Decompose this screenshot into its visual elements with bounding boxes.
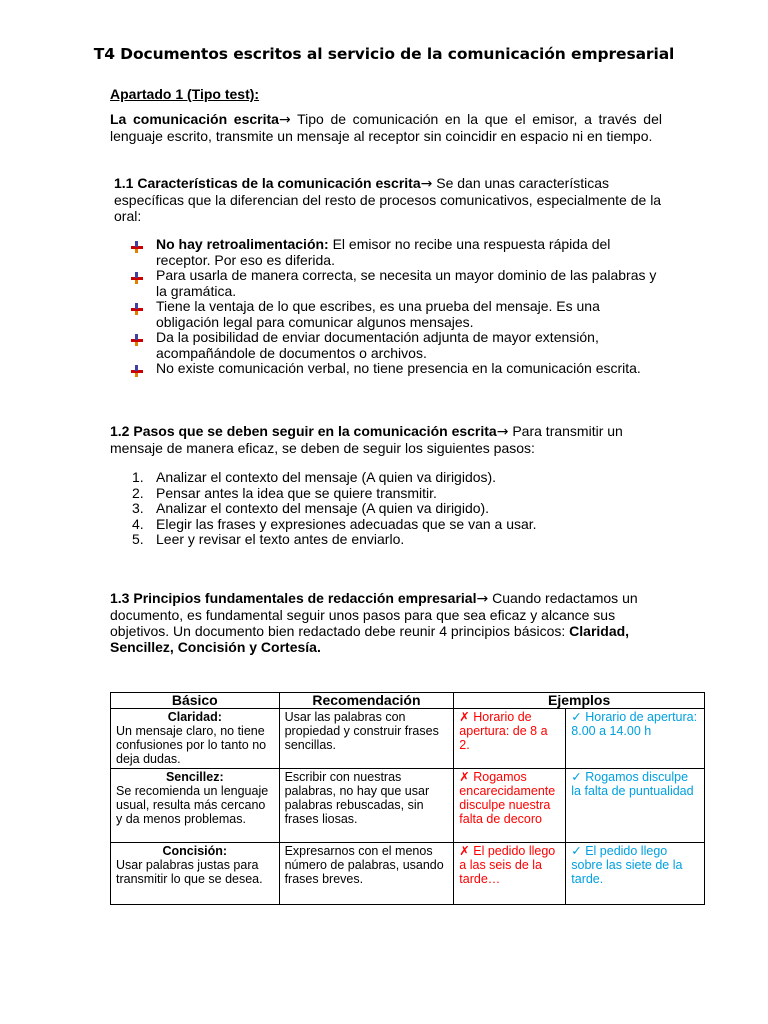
section-1-1-heading: 1.1 Características de la comunicación escrita: [114, 175, 421, 191]
cell-good-example: ✓ Rogamos disculpe la falta de puntualidad: [566, 769, 705, 843]
principle-name: Sencillez:: [165, 770, 224, 784]
cell-bad-example: ✗ Horario de apertura: de 8 a 2.: [454, 709, 566, 769]
apartado-heading: Apartado 1 (Tipo test):: [110, 86, 260, 102]
list-item: [130, 268, 660, 299]
step-text: Analizar el contexto del mensaje (A quien va dirigidos).: [156, 469, 497, 485]
cell-good-example: ✓ Horario de apertura: 8.00 a 14.00 h: [566, 709, 705, 769]
bullet-bold: No hay retroalimentación:: [156, 236, 329, 252]
cell-recomendacion: Expresarnos con el menos número de palabras, usando frases breves.: [279, 843, 454, 905]
arrow-icon: →: [420, 176, 433, 192]
bullet-pin-icon: [130, 364, 144, 378]
bullet-pin-icon: [130, 302, 144, 316]
step-number: 2.: [132, 484, 144, 501]
step-text: Analizar el contexto del mensaje (A quien va dirigido).: [156, 500, 490, 516]
step-number: 3.: [132, 500, 144, 516]
section-1-2-text: Para transmitir un mensaje de manera eficaz, se deben de seguir los siguientes pasos:: [110, 423, 623, 456]
intro-paragraph: [110, 111, 662, 144]
step-number: 4.: [132, 515, 144, 532]
arrow-icon: →: [496, 424, 509, 440]
arrow-icon: →: [278, 112, 291, 128]
arrow-icon: →: [476, 591, 489, 607]
principles-table: [110, 692, 705, 905]
cell-bad-example: ✗ El pedido llego a las seis de la tarde…: [454, 843, 566, 905]
section-1-2-heading: 1.2 Pasos que se deben seguir en la comunicación escrita: [110, 423, 497, 439]
section-1-1-text: Se dan unas características específicas que la diferencian del resto de procesos comunicativos, especialmente de la oral:: [114, 175, 662, 224]
step-text: Leer y revisar el texto antes de enviarlo.: [156, 531, 405, 547]
section-1-3: [110, 590, 642, 655]
step-number: 1.: [132, 469, 144, 485]
section-1-2: [110, 423, 662, 456]
cell-good-example: ✓ El pedido llego sobre las siete de la tarde.: [566, 843, 705, 905]
bullet-pin-icon: [130, 271, 144, 285]
cell-basico: [111, 769, 280, 843]
bullet-text: Para usarla de manera correcta, se necesita un mayor dominio de las palabras y la gramática.: [156, 267, 657, 299]
list-item: [130, 361, 660, 377]
list-item: [130, 237, 660, 268]
section-1-3-heading: 1.3 Principios fundamentales de redacción empresarial: [110, 590, 477, 606]
steps-list: [130, 470, 630, 548]
bullet-text: El emisor no recibe una respuesta rápida del receptor. Por eso es diferida.: [156, 236, 611, 268]
cell-bad-example: ✗ Rogamos encarecidamente disculpe nuestra falta de decoro: [454, 769, 566, 843]
header-recomendacion: Recomendación: [279, 693, 454, 709]
bullet-text: Da la posibilidad de enviar documentación adjunta de mayor extensión, acompañándole de documentos o archivos.: [156, 329, 599, 361]
bullet-pin-icon: [130, 240, 144, 254]
cell-recomendacion: Escribir con nuestras palabras, no hay que usar palabras rebuscadas, sin frases liosas.: [279, 769, 454, 843]
list-item: [130, 532, 630, 548]
cell-basico: [111, 709, 280, 769]
step-number: 5.: [132, 531, 144, 547]
table-row: [111, 769, 705, 843]
principle-desc: Un mensaje claro, no tiene confusiones por lo tanto no deja dudas.: [116, 724, 267, 766]
bullet-text: Tiene la ventaja de lo que escribes, es una prueba del mensaje. Es una obligación legal para comunicar algunos mensajes.: [156, 298, 600, 330]
cell-basico: [111, 843, 280, 905]
table-row: [111, 843, 705, 905]
section-1-3-text: Cuando redactamos un documento, es fundamental seguir unos pasos para que sea eficaz y alcance sus objetivos. Un documento bien redactado debe reunir 4 principios básicos:: [110, 590, 638, 639]
document-title: T4 Documentos escritos al servicio de la comunicación empresarial: [93, 45, 675, 63]
list-item: [130, 501, 630, 517]
principle-name: Concisión:: [162, 844, 228, 858]
intro-term: La comunicación escrita: [110, 111, 279, 127]
section-1-1: [110, 175, 662, 224]
list-item: [130, 299, 660, 330]
principle-desc: Usar palabras justas para transmitir lo que se desea.: [116, 858, 263, 886]
table-row: [111, 709, 705, 769]
principle-name: Claridad:: [167, 710, 222, 724]
cell-recomendacion: Usar las palabras con propiedad y construir frases sencillas.: [279, 709, 454, 769]
section-apartado: [110, 86, 662, 102]
characteristics-list: [130, 237, 660, 377]
header-basico: Básico: [111, 693, 280, 709]
list-item: [130, 330, 660, 361]
header-ejemplos: Ejemplos: [454, 693, 705, 709]
list-item: [130, 486, 630, 502]
intro-text: Tipo de comunicación en la que el emisor, a través del lenguaje escrito, transmite un mensaje al receptor sin coincidir en espacio ni en tiempo.: [110, 111, 662, 144]
step-text: Elegir las frases y expresiones adecuadas que se van a usar.: [156, 515, 537, 532]
list-item: [130, 470, 630, 486]
step-text: Pensar antes la idea que se quiere transmitir.: [156, 484, 437, 501]
table-header-row: [111, 693, 705, 709]
principles-list: Claridad, Sencillez, Concisión y Cortesía.: [110, 623, 630, 655]
principle-desc: Se recomienda un lenguaje usual, resulta más cercano y da menos problemas.: [116, 784, 269, 826]
bullet-text: No existe comunicación verbal, no tiene presencia en la comunicación escrita.: [156, 360, 641, 376]
bullet-pin-icon: [130, 333, 144, 347]
list-item: [130, 517, 630, 533]
